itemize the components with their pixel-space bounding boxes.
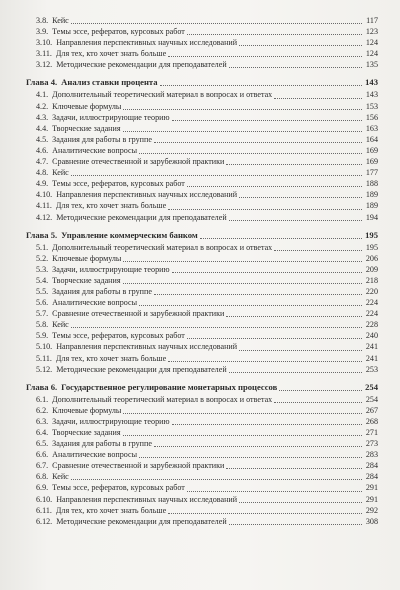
entry-number: 6.12. xyxy=(36,516,53,526)
entry-title: Творческие задания xyxy=(52,428,121,437)
dot-leader xyxy=(274,249,362,251)
entry-number: 4.1. xyxy=(36,90,49,100)
page-number: 224 xyxy=(365,298,378,308)
dot-leader xyxy=(168,208,362,210)
page-number: 267 xyxy=(365,405,378,415)
toc-entry xyxy=(26,156,378,167)
toc-entry xyxy=(26,145,378,156)
toc-entry xyxy=(26,26,378,37)
entry-title: Сравнение отечественной и зарубежной практики xyxy=(52,157,225,167)
toc-entry xyxy=(26,308,378,319)
entry-title: Кейс xyxy=(52,168,69,178)
page-number: 220 xyxy=(365,286,378,296)
page-number: 135 xyxy=(365,60,378,70)
entry-title: Направления перспективных научных исследований xyxy=(56,38,238,48)
page-number: 206 xyxy=(365,253,378,263)
dot-leader xyxy=(274,401,362,403)
toc-entry xyxy=(26,178,378,189)
entry-title: Кейс xyxy=(52,16,69,25)
page-number: 143 xyxy=(365,77,378,88)
toc-entry xyxy=(26,416,378,427)
entry-title: Аналитические вопросы xyxy=(52,145,138,155)
entry-title: Управление коммерческим банком xyxy=(61,229,198,240)
entry-number: 6.8. xyxy=(36,472,49,482)
page-number: 268 xyxy=(365,416,378,426)
entry-title: Задачи, иллюстрирующие теорию xyxy=(52,112,170,122)
entry-title: Дополнительный теоретический материал в вопросах и ответах xyxy=(52,90,273,100)
entry-number: 6.10. xyxy=(36,494,53,504)
page-number: 188 xyxy=(365,179,378,189)
dot-leader xyxy=(168,55,362,57)
entry-title: Направления перспективных научных исследований xyxy=(56,494,238,504)
entry-number: 5.8. xyxy=(36,320,49,330)
dot-leader xyxy=(239,501,362,503)
page-number: 164 xyxy=(365,134,378,144)
toc-entry xyxy=(26,275,378,286)
toc-entry xyxy=(26,264,378,275)
toc-entry xyxy=(26,427,378,438)
entry-title: Дополнительный теоретический материал в вопросах и ответах xyxy=(52,394,273,404)
page-number: 271 xyxy=(365,428,378,437)
toc-entry xyxy=(26,167,378,178)
entry-number: 4.4. xyxy=(36,123,49,133)
toc-entry xyxy=(26,242,378,253)
toc-entry xyxy=(26,112,378,123)
entry-number: 5.12. xyxy=(36,364,53,374)
page-number: 273 xyxy=(365,439,378,449)
toc-entry xyxy=(26,89,378,100)
entry-number: 6.3. xyxy=(36,416,49,426)
page-number: 240 xyxy=(365,331,378,341)
entry-title: Кейс xyxy=(52,320,69,330)
toc-entry xyxy=(26,364,378,375)
entry-number: 6.6. xyxy=(36,450,49,460)
page-number: 241 xyxy=(365,353,378,363)
toc-entry xyxy=(26,471,378,482)
dot-leader xyxy=(229,523,362,525)
toc-entry xyxy=(26,200,378,211)
entry-title: Ключевые формулы xyxy=(52,101,122,111)
entry-number: 3.10. xyxy=(36,38,53,48)
page-number: 283 xyxy=(365,450,378,460)
dot-leader xyxy=(274,97,362,99)
dot-leader xyxy=(187,490,362,492)
toc-entry xyxy=(26,59,378,70)
page-number: 284 xyxy=(365,472,378,482)
entry-number: 4.5. xyxy=(36,134,49,144)
page-number: 123 xyxy=(365,27,378,37)
dot-leader xyxy=(154,141,362,143)
entry-number: 3.9. xyxy=(36,27,49,37)
toc-entry xyxy=(26,319,378,330)
entry-title: Задачи, иллюстрирующие теорию xyxy=(52,416,170,426)
entry-number: 5.3. xyxy=(36,264,49,274)
dot-leader xyxy=(200,237,362,239)
page-number: 254 xyxy=(365,394,378,404)
entry-number: 6.9. xyxy=(36,483,49,493)
dot-leader xyxy=(229,66,362,68)
dot-leader xyxy=(123,130,362,132)
entry-number: 6.11. xyxy=(36,505,52,515)
page-number: 195 xyxy=(365,229,378,240)
entry-number: 4.10. xyxy=(36,190,53,200)
entry-title: Для тех, кто хочет знать больше xyxy=(55,49,167,59)
toc-entry xyxy=(26,212,378,223)
page-number: 189 xyxy=(365,190,378,200)
toc-entry xyxy=(26,189,378,200)
toc-entry xyxy=(26,353,378,364)
chapter-heading xyxy=(26,229,378,241)
page-number: 124 xyxy=(365,38,378,48)
entry-number: 4.11. xyxy=(36,201,52,211)
entry-title: Для тех, кто хочет знать больше xyxy=(55,201,167,211)
page-number: 209 xyxy=(365,264,378,274)
dot-leader xyxy=(229,371,362,373)
dot-leader xyxy=(172,271,363,273)
toc-entry xyxy=(26,394,378,405)
entry-title: Ключевые формулы xyxy=(52,405,122,415)
dot-leader xyxy=(71,326,362,328)
toc-entry xyxy=(26,341,378,352)
entry-number: 4.6. xyxy=(36,145,49,155)
toc-entry xyxy=(26,253,378,264)
dot-leader xyxy=(168,360,362,362)
toc-entry xyxy=(26,494,378,505)
entry-title: Сравнение отечественной и зарубежной практики xyxy=(52,309,225,319)
toc-entry xyxy=(26,286,378,297)
entry-title: Для тех, кто хочет знать больше xyxy=(55,353,167,363)
toc-entry xyxy=(26,449,378,460)
dot-leader xyxy=(123,282,362,284)
entry-title: Творческие задания xyxy=(52,123,121,133)
page-number: 308 xyxy=(365,516,378,526)
page-number: 169 xyxy=(365,145,378,155)
dot-leader xyxy=(226,315,362,317)
dot-leader xyxy=(239,349,362,351)
entry-number: 6.7. xyxy=(36,461,49,471)
toc-entry xyxy=(26,297,378,308)
entry-number: 6.1. xyxy=(36,394,49,404)
dot-leader xyxy=(168,512,362,514)
dot-leader xyxy=(71,174,362,176)
page-number: 228 xyxy=(365,320,378,330)
page-number: 169 xyxy=(365,157,378,167)
page-number: 153 xyxy=(365,101,378,111)
toc-entry xyxy=(26,505,378,516)
dot-leader xyxy=(123,260,362,262)
toc-entry xyxy=(26,405,378,416)
entry-title: Задания для работы в группе xyxy=(52,439,152,449)
table-of-contents xyxy=(26,15,378,527)
dot-leader xyxy=(139,456,362,458)
entry-number: 4.8. xyxy=(36,168,49,178)
entry-title: Кейс xyxy=(52,472,69,482)
toc-entry xyxy=(26,460,378,471)
chapter-heading xyxy=(26,76,378,88)
page-number: 163 xyxy=(365,123,378,133)
page-number: 291 xyxy=(365,483,378,493)
toc-entry xyxy=(26,37,378,48)
entry-title: Темы эссе, рефератов, курсовых работ xyxy=(52,27,185,37)
entry-number: 6.5. xyxy=(36,439,49,449)
entry-title: Творческие задания xyxy=(52,275,121,285)
entry-title: Направления перспективных научных исследований xyxy=(56,342,238,352)
dot-leader xyxy=(172,423,363,425)
entry-title: Задачи, иллюстрирующие теорию xyxy=(52,264,170,274)
entry-title: Аналитические вопросы xyxy=(52,450,138,460)
entry-number: 5.2. xyxy=(36,253,49,263)
dot-leader xyxy=(239,44,362,46)
dot-leader xyxy=(154,293,362,295)
dot-leader xyxy=(154,445,362,447)
entry-number: 5.9. xyxy=(36,331,49,341)
entry-number: 4.2. xyxy=(36,101,49,111)
entry-title: Методические рекомендации для преподавателей xyxy=(56,364,227,374)
chapter-heading xyxy=(26,381,378,393)
toc-entry xyxy=(26,134,378,145)
entry-number: 6.4. xyxy=(36,428,49,437)
dot-leader xyxy=(239,196,362,198)
entry-title: Для тех, кто хочет знать больше xyxy=(55,505,167,515)
entry-number: 6.2. xyxy=(36,405,49,415)
entry-number: 4.7. xyxy=(36,157,49,167)
entry-title: Задания для работы в группе xyxy=(52,134,152,144)
entry-title: Ключевые формулы xyxy=(52,253,122,263)
entry-number: 4.3. xyxy=(36,112,49,122)
entry-number: 5.11. xyxy=(36,353,52,363)
entry-title: Направления перспективных научных исследований xyxy=(56,190,238,200)
entry-title: Анализ ставки процента xyxy=(61,77,158,88)
dot-leader xyxy=(71,478,362,480)
entry-title: Аналитические вопросы xyxy=(52,298,138,308)
entry-title: Дополнительный теоретический материал в вопросах и ответах xyxy=(52,242,273,252)
entry-number: 5.6. xyxy=(36,298,49,308)
toc-entry xyxy=(26,15,378,26)
page-number: 117 xyxy=(366,16,378,25)
page-number: 189 xyxy=(365,201,378,211)
page-number: 177 xyxy=(365,168,378,178)
entry-title: Сравнение отечественной и зарубежной практики xyxy=(52,461,225,471)
page-number: 284 xyxy=(365,461,378,471)
dot-leader xyxy=(139,304,362,306)
entry-number: Глава 4. xyxy=(26,77,58,88)
entry-number: Глава 5. xyxy=(26,229,58,240)
dot-leader xyxy=(226,467,362,469)
dot-leader xyxy=(123,108,362,110)
entry-number: Глава 6. xyxy=(26,381,58,392)
page-number: 194 xyxy=(365,212,378,222)
entry-title: Методические рекомендации для преподавателей xyxy=(56,60,227,70)
toc-entry xyxy=(26,101,378,112)
entry-number: 5.4. xyxy=(36,275,49,285)
dot-leader xyxy=(123,434,362,436)
dot-leader xyxy=(187,337,362,339)
dot-leader xyxy=(172,119,363,121)
entry-title: Темы эссе, рефератов, курсовых работ xyxy=(52,483,185,493)
entry-number: 5.10. xyxy=(36,342,53,352)
dot-leader xyxy=(226,163,362,165)
page-number: 218 xyxy=(365,275,378,285)
toc-entry xyxy=(26,330,378,341)
entry-number: 5.5. xyxy=(36,286,49,296)
dot-leader xyxy=(187,33,362,35)
entry-number: 5.1. xyxy=(36,242,49,252)
page-number: 253 xyxy=(365,364,378,374)
toc-entry xyxy=(26,516,378,527)
entry-number: 3.12. xyxy=(36,60,53,70)
page-number: 292 xyxy=(365,505,378,515)
entry-title: Темы эссе, рефератов, курсовых работ xyxy=(52,331,185,341)
toc-entry xyxy=(26,48,378,59)
entry-title: Задания для работы в группе xyxy=(52,286,152,296)
entry-number: 4.12. xyxy=(36,212,53,222)
dot-leader xyxy=(71,22,362,24)
toc-entry xyxy=(26,482,378,493)
dot-leader xyxy=(139,152,362,154)
dot-leader xyxy=(187,185,362,187)
entry-title: Методические рекомендации для преподавателей xyxy=(56,212,227,222)
entry-title: Методические рекомендации для преподавателей xyxy=(56,516,227,526)
toc-entry xyxy=(26,123,378,134)
dot-leader xyxy=(160,84,362,86)
entry-title: Государственное регулирование монетарных процессов xyxy=(61,381,278,392)
dot-leader xyxy=(123,412,362,414)
entry-number: 3.11. xyxy=(36,49,52,59)
dot-leader xyxy=(279,389,362,391)
page-number: 156 xyxy=(365,112,378,122)
entry-number: 3.8. xyxy=(36,16,49,25)
entry-title: Темы эссе, рефератов, курсовых работ xyxy=(52,179,185,189)
page-number: 143 xyxy=(365,90,378,100)
page-number: 241 xyxy=(365,342,378,352)
entry-number: 5.7. xyxy=(36,309,49,319)
page-number: 124 xyxy=(365,49,378,59)
entry-number: 4.9. xyxy=(36,179,49,189)
page-number: 254 xyxy=(365,381,378,392)
dot-leader xyxy=(229,219,362,221)
toc-entry xyxy=(26,438,378,449)
page-number: 291 xyxy=(365,494,378,504)
page-number: 195 xyxy=(365,242,378,252)
page-number: 224 xyxy=(365,309,378,319)
